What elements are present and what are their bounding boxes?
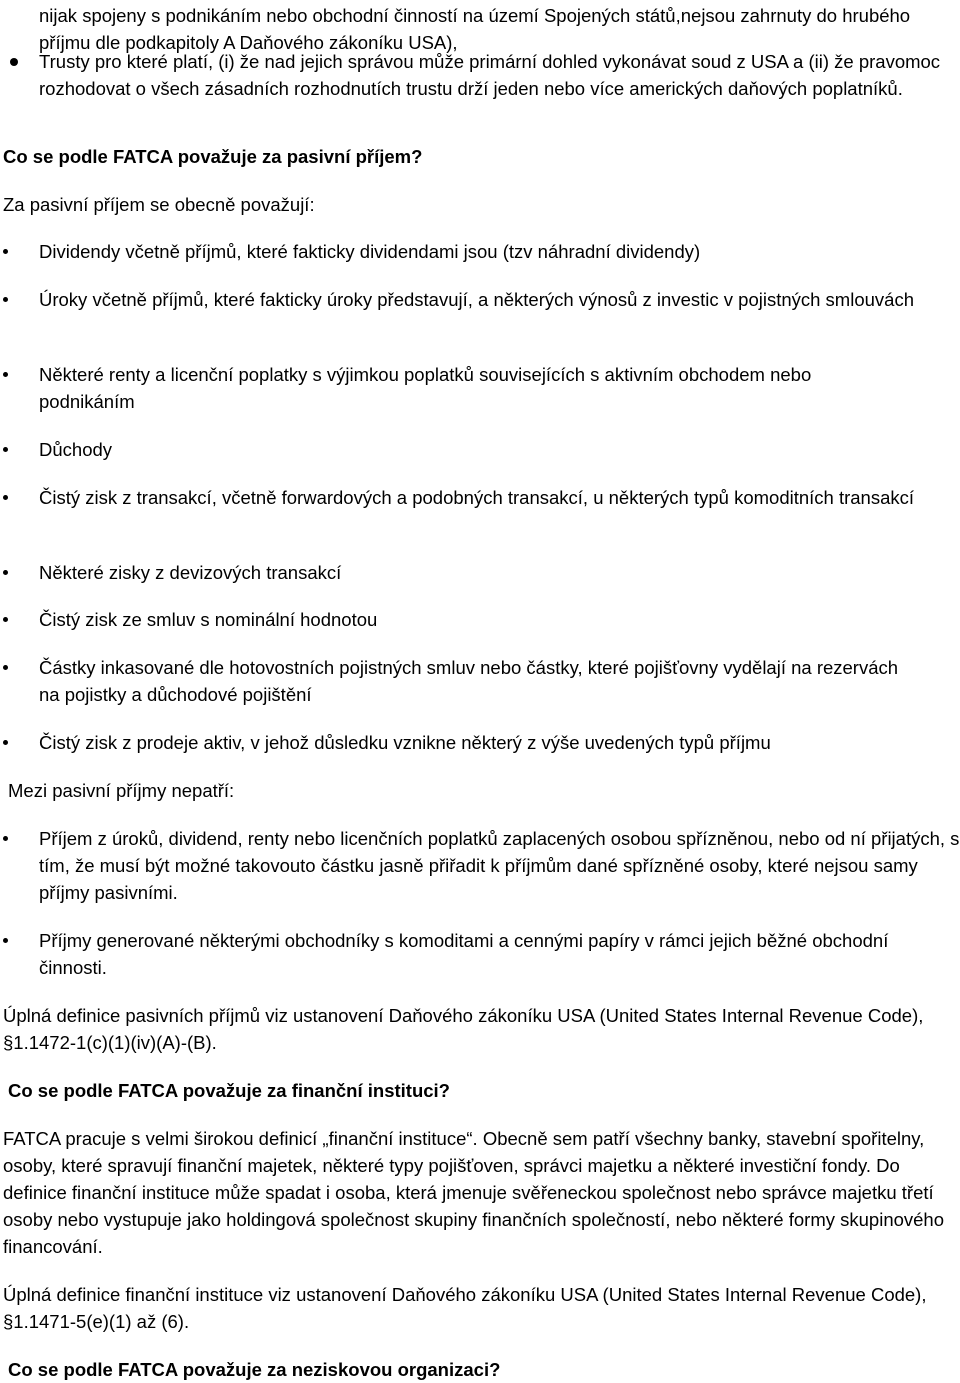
list-item-text: Příjem z úroků, dividend, renty nebo licenčních poplatků zaplacených osobou spřízněnou, nebo od ní přijatých, s tím, že musí být možné takovouto částku jasně přiřadit k příjmům dané spřízněné osoby, které nejsou samy příjmy pasivními. xyxy=(39,828,960,903)
passive-definition: Úplná definice pasivních příjmů viz ustanovení Daňového zákoníku USA (United States Internal Revenue Code), §1.1472-1(c)(1)(iv)(A)-(B). xyxy=(3,1005,924,1053)
section-heading-financial-institution: Co se podle FATCA považuje za finanční instituci? xyxy=(8,1080,450,1101)
list-item-text: Příjmy generované některými obchodníky s komoditami a cennými papíry v rámci jejich běžné obchodní činnosti. xyxy=(39,930,889,978)
list-item-text: Důchody xyxy=(39,439,113,460)
list-item xyxy=(0,286,919,313)
list-item-text: Trusty pro které platí, (i) že nad jejich správou může primární dohled vykonávat soud z USA a (ii) že pravomoc rozhodovat o všech zásadních rozhodnutích trustu drží jeden nebo více amerických daňových poplatníků. xyxy=(39,51,941,99)
list-item-text: Dividendy včetně příjmů, které fakticky dividendami jsou (tzv náhradní dividendy) xyxy=(39,241,701,262)
list-item xyxy=(0,559,960,586)
list-item-text: nijak spojeny s podnikáním nebo obchodní činností na území Spojených států,nejsou zahrnuty do hrubého příjmu dle podkapitoly A Daňového zákoníku USA), xyxy=(39,5,911,53)
bullet-icon xyxy=(3,836,8,841)
bullet-icon xyxy=(3,665,8,670)
bullet-icon xyxy=(3,938,8,943)
list-item xyxy=(0,729,960,756)
list-item xyxy=(0,654,919,708)
list-item-text: Některé zisky z devizových transakcí xyxy=(39,562,342,583)
bullet-icon xyxy=(3,447,8,452)
financial-institution-body: FATCA pracuje s velmi širokou definicí „finanční instituce“. Obecně sem patří všechny banky, stavební spořitelny, osoby, které spravují finanční majetek, některé typy pojišťoven, správci majetku a některé investiční fondy. Do definice finanční instituce může spadat i osoba, která jmenuje svěřeneckou společnost nebo správce majetku třetí osoby nebo vystupuje jako holdingová společnost skupiny finančních společností, nebo některé formy skupinového financování. xyxy=(3,1128,945,1257)
list-item-text: Některé renty a licenční poplatky s výjimkou poplatků souvisejících s aktivním obchodem nebo podnikáním xyxy=(39,364,812,412)
list-item-text: Částky inkasované dle hotovostních pojistných smluv nebo částky, které pojišťovny vydělají na rezervách na pojistky a důchodové pojištění xyxy=(39,657,899,705)
list-item xyxy=(0,927,919,981)
bullet-icon xyxy=(3,249,8,254)
list-item xyxy=(0,825,960,906)
list-item xyxy=(0,48,960,102)
excluded-intro: Mezi pasivní příjmy nepatří: xyxy=(8,780,235,801)
bullet-icon xyxy=(3,570,8,575)
bullet-icon xyxy=(3,297,8,302)
list-item-text: Čistý zisk z prodeje aktiv, v jehož důsledku vznikne některý z výše uvedených typů příjmu xyxy=(39,732,771,753)
list-item xyxy=(0,606,960,633)
bullet-icon xyxy=(3,740,8,745)
list-item-text: Úroky včetně příjmů, které fakticky úroky představují, a některých výnosů z investic v pojistných smlouvách xyxy=(39,289,914,310)
financial-institution-definition: Úplná definice finanční instituce viz ustanovení Daňového zákoníku USA (United States Internal Revenue Code), §1.1471-5(e)(1) až (6). xyxy=(3,1284,927,1332)
bullet-icon xyxy=(3,495,8,500)
list-item-text: Čistý zisk z transakcí, včetně forwardových a podobných transakcí, u některých typů komoditních transakcí xyxy=(39,487,915,508)
passive-intro: Za pasivní příjem se obecně považují: xyxy=(3,194,315,215)
list-item xyxy=(0,436,960,463)
section-heading-nonprofit: Co se podle FATCA považuje za neziskovou organizaci? xyxy=(8,1359,501,1380)
list-item xyxy=(0,484,929,511)
bullet-icon xyxy=(10,58,18,66)
bullet-icon xyxy=(3,372,8,377)
section-heading-passive: Co se podle FATCA považuje za pasivní příjem? xyxy=(3,146,423,167)
bullet-icon xyxy=(3,617,8,622)
list-item-text: Čistý zisk ze smluv s nominální hodnotou xyxy=(39,609,378,630)
list-item xyxy=(0,361,909,415)
list-item xyxy=(0,238,960,265)
